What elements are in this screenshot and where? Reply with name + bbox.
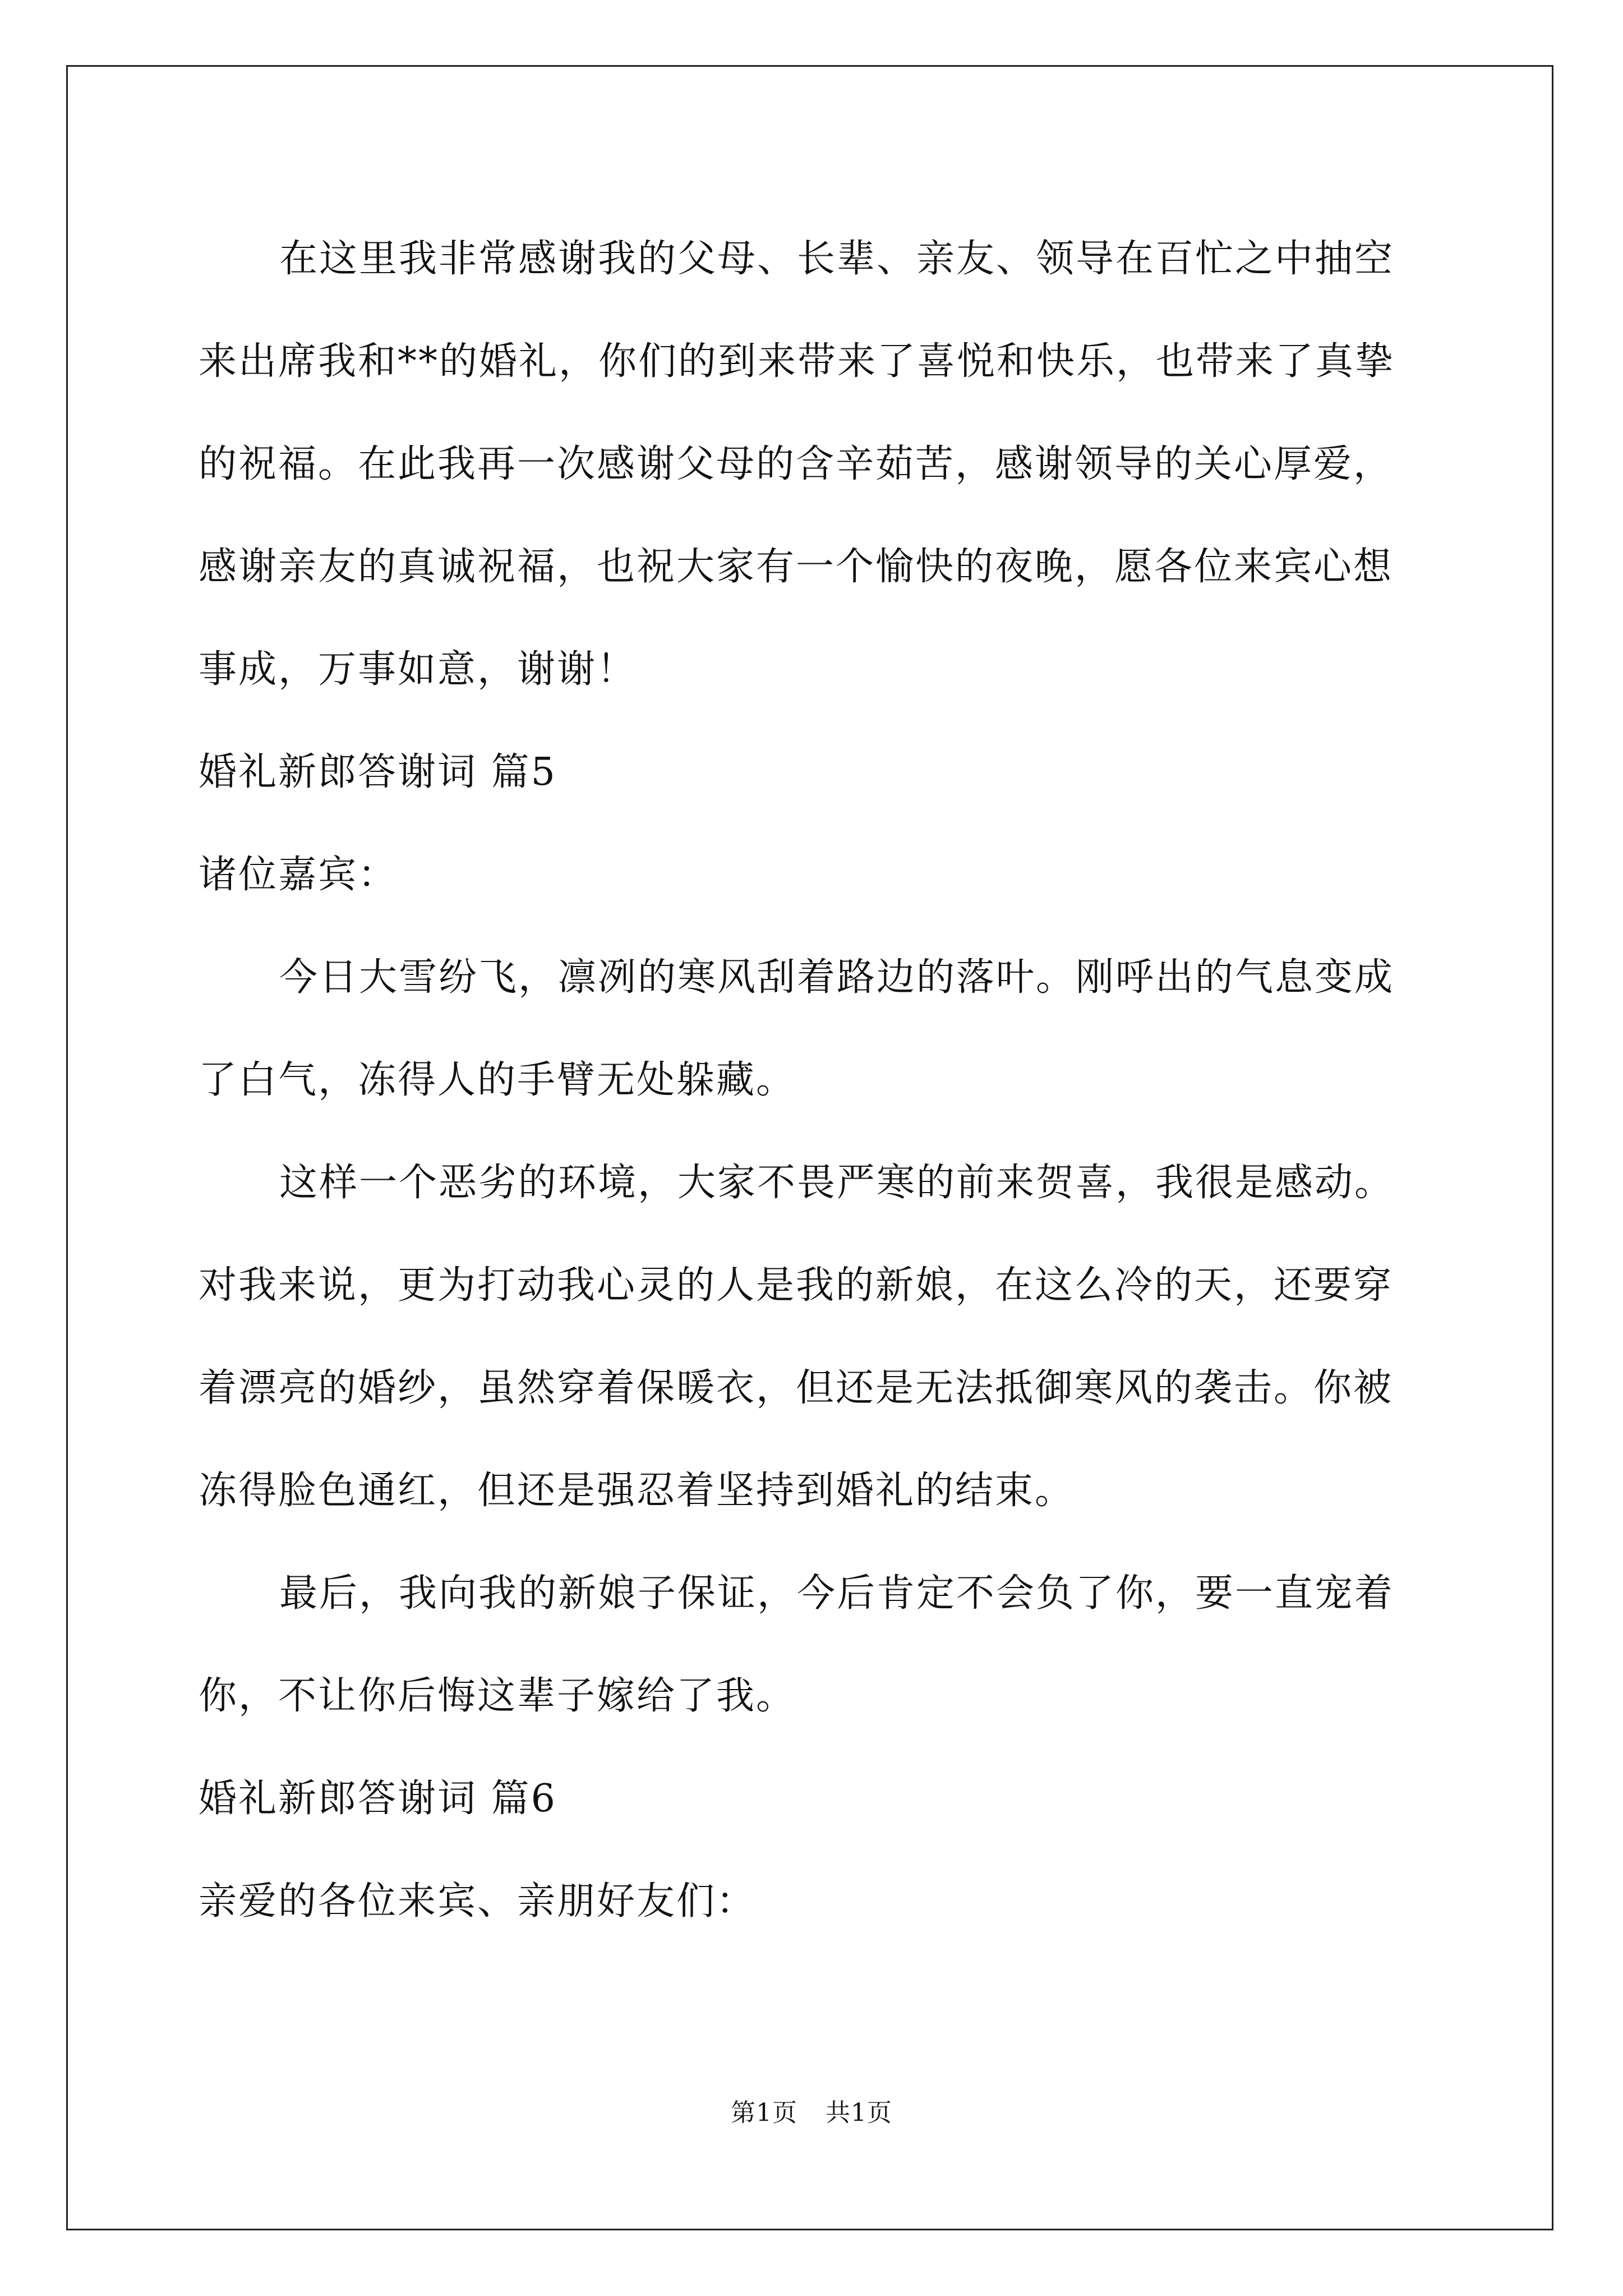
salutation: 诸位嘉宾： bbox=[199, 853, 398, 897]
paragraph-line: 在这里我非常感谢我的父母、长辈、亲友、领导在百忙之中抽空 bbox=[279, 237, 1395, 281]
paragraph-line: 对我来说，更为打动我心灵的人是我的新娘，在这么冷的天，还要穿 bbox=[199, 1263, 1394, 1308]
paragraph-line: 了白气，冻得人的手臂无处躲藏。 bbox=[199, 1058, 796, 1102]
salutation: 亲爱的各位来宾、亲朋好友们： bbox=[199, 1879, 757, 1924]
page-total: 共1页 bbox=[826, 2099, 892, 2127]
section-heading: 婚礼新郎答谢词 篇6 bbox=[199, 1777, 557, 1821]
paragraph-line: 这样一个恶劣的环境，大家不畏严寒的前来贺喜，我很是感动。 bbox=[279, 1161, 1395, 1205]
paragraph-line: 着漂亮的婚纱，虽然穿着保暖衣，但还是无法抵御寒风的袭击。你被 bbox=[199, 1366, 1394, 1410]
paragraph-line: 来出席我和**的婚礼，你们的到来带来了喜悦和快乐，也带来了真挚 bbox=[199, 339, 1395, 384]
paragraph-line: 冻得脸色通红，但还是强忍着坚持到婚礼的结束。 bbox=[199, 1469, 1075, 1513]
document-body bbox=[199, 208, 1438, 1953]
paragraph-line: 你，不让你后悔这辈子嫁给了我。 bbox=[199, 1674, 796, 1718]
paragraph-line: 事成，万事如意，谢谢！ bbox=[199, 647, 637, 692]
paragraph-line: 感谢亲友的真诚祝福，也祝大家有一个愉快的夜晚，愿各位来宾心想 bbox=[199, 545, 1394, 589]
page-number: 第1页 bbox=[731, 2099, 797, 2127]
page-footer bbox=[0, 2092, 1623, 2128]
paragraph-line: 最后，我向我的新娘子保证，今后肯定不会负了你，要一直宠着 bbox=[279, 1571, 1395, 1616]
paragraph-line: 的祝福。在此我再一次感谢父母的含辛茹苦，感谢领导的关心厚爱， bbox=[199, 442, 1394, 486]
paragraph-line: 今日大雪纷飞，凛冽的寒风刮着路边的落叶。刚呼出的气息变成 bbox=[279, 955, 1395, 1000]
section-heading: 婚礼新郎答谢词 篇5 bbox=[199, 750, 557, 794]
